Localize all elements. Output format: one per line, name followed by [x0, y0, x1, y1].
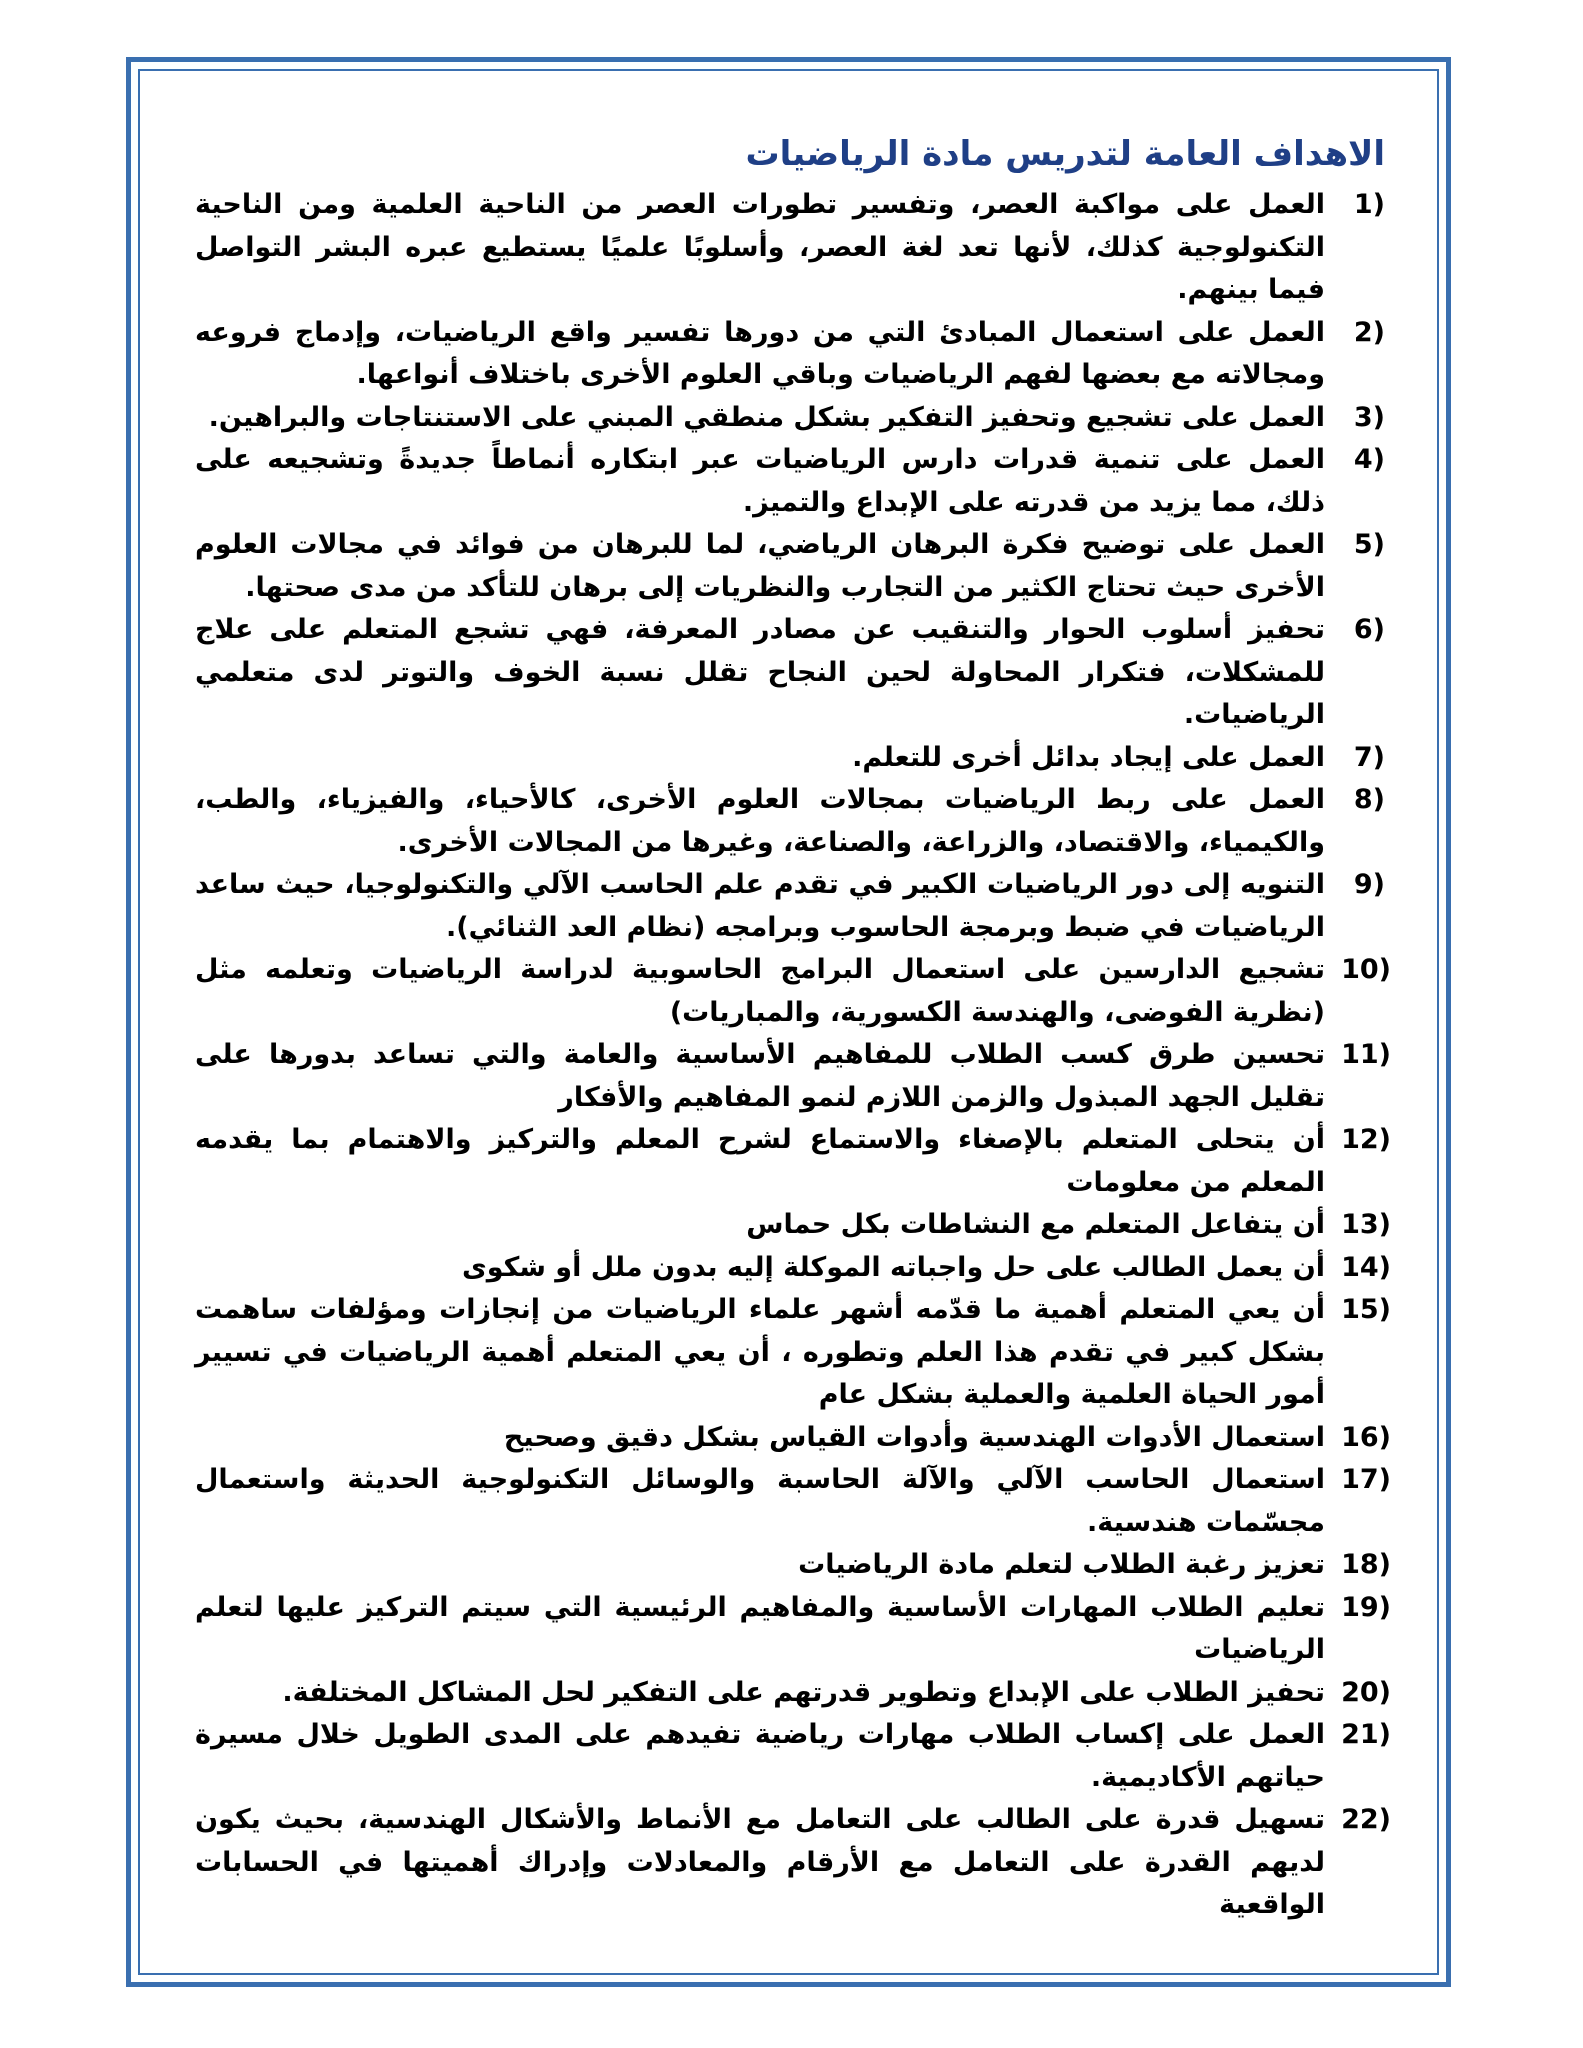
- goal-item: [195, 1799, 1391, 1927]
- goal-number: 9): [1353, 869, 1385, 900]
- goal-item: [195, 1459, 1391, 1544]
- goal-text: أن يعي المتعلم أهمية ما قدّمه أشهر علماء الرياضيات من إنجازات ومؤلفات ساهمت بشكل كبير في تقدم هذا العلم وتطوره ، أن يعي المتعلم أهمية الرياضيات في تسيير أمور الحياة العلمية والعملية بشكل عام: [195, 1294, 1325, 1410]
- goal-text: العمل على مواكبة العصر، وتفسير تطورات العصر من الناحية العلمية ومن الناحية التكنولوجية كذلك، لأنها تعد لغة العصر، وأسلوبًا علميًا يستطيع عبره البشر التواصل فيما بينهم.: [195, 189, 1325, 305]
- goal-number: 5): [1353, 529, 1385, 560]
- goal-item: [195, 397, 1385, 440]
- goal-text: أن يتحلى المتعلم بالإصغاء والاستماع لشرح المعلم والتركيز والاهتمام بما يقدمه المعلم من معلومات: [195, 1124, 1325, 1198]
- goal-item: [195, 1544, 1391, 1587]
- goal-number: 8): [1353, 784, 1385, 815]
- goal-text: استعمال الحاسب الآلي والآلة الحاسبة والوسائل التكنولوجية الحديثة واستعمال مجسّمات هندسية.: [195, 1464, 1325, 1538]
- document-body: [195, 130, 1391, 1927]
- goal-number: 12): [1341, 1124, 1391, 1155]
- goal-text: تحفيز الطلاب على الإبداع وتطوير قدرتهم على التفكير لحل المشاكل المختلفة.: [282, 1676, 1325, 1708]
- goal-number: 6): [1353, 614, 1385, 645]
- goal-number: 16): [1341, 1421, 1391, 1453]
- goal-text: العمل على ربط الرياضيات بمجالات العلوم الأخرى، كالأحياء، والفيزياء، والطب، والكيمياء، والاقتصاد، والزراعة، والصناعة، وغيرها من المجالات الأخرى.: [195, 784, 1325, 858]
- goal-number: 13): [1341, 1209, 1391, 1240]
- goal-text: تشجيع الدارسين على استعمال البرامج الحاسوبية لدراسة الرياضيات وتعلمه مثل (نظرية الفوضى، والهندسة الكسورية، والمباريات): [195, 954, 1325, 1028]
- goal-text: أن يعمل الطالب على حل واجباته الموكلة إليه بدون ملل أو شكوى: [461, 1251, 1325, 1283]
- goal-text: تعليم الطلاب المهارات الأساسية والمفاهيم الرئيسية التي سيتم التركيز عليها لتعلم الرياضيات: [195, 1591, 1325, 1665]
- goal-text: العمل على توضيح فكرة البرهان الرياضي، لما للبرهان من فوائد في مجالات العلوم الأخرى حيث تحتاج الكثير من التجارب والنظريات إلى برهان للتأكد من مدى صحتها.: [195, 529, 1325, 603]
- goal-number: 15): [1341, 1294, 1391, 1325]
- goal-number: 3): [1353, 401, 1385, 433]
- goal-item: [195, 1672, 1391, 1715]
- goal-item: [195, 184, 1385, 312]
- goal-item: [195, 1289, 1391, 1417]
- document-title: الاهداف العامة لتدريس مادة الرياضيات: [745, 134, 1385, 174]
- goal-item: [195, 312, 1385, 397]
- goal-text: العمل على تنمية قدرات دارس الرياضيات عبر ابتكاره أنماطاً جديدةً وتشجيعه على ذلك، مما يزيد من قدرته على الإبداع والتميز.: [195, 444, 1325, 518]
- goals-list: [195, 184, 1391, 1927]
- goal-item: [195, 1417, 1391, 1460]
- goal-text: التنويه إلى دور الرياضيات الكبير في تقدم علم الحاسب الآلي والتكنولوجيا، حيث ساعد الرياضيات في ضبط وبرمجة الحاسوب وبرامجه (نظام العد الثنائي).: [195, 869, 1325, 943]
- goal-number: 19): [1341, 1591, 1391, 1623]
- goal-number: 10): [1341, 954, 1391, 985]
- goal-number: 20): [1341, 1676, 1391, 1708]
- goal-text: تحسين طرق كسب الطلاب للمفاهيم الأساسية والعامة والتي تساعد بدورها على تقليل الجهد المبذول والزمن اللازم لنمو المفاهيم والأفكار: [195, 1039, 1325, 1113]
- goal-item: [195, 439, 1385, 524]
- goal-item: [195, 1119, 1391, 1204]
- goal-item: [195, 1204, 1391, 1247]
- goal-text: تسهيل قدرة على الطالب على التعامل مع الأنماط والأشكال الهندسية، بحيث يكون لديهم القدرة على التعامل مع الأرقام والمعادلات وإدراك أهميتها في الحسابات الواقعية: [195, 1804, 1325, 1920]
- goal-text: العمل على إكساب الطلاب مهارات رياضية تفيدهم على المدى الطويل خلال مسيرة حياتهم الأكاديمية.: [195, 1719, 1325, 1793]
- goal-item: [195, 737, 1385, 780]
- goal-item: [195, 864, 1385, 949]
- goal-item: [195, 1034, 1391, 1119]
- goal-number: 11): [1341, 1039, 1391, 1070]
- goal-text: العمل على تشجيع وتحفيز التفكير بشكل منطقي المبني على الاستنتاجات والبراهين.: [208, 401, 1325, 433]
- goal-number: 21): [1341, 1719, 1391, 1750]
- goal-number: 17): [1341, 1464, 1391, 1495]
- goal-item: [195, 949, 1391, 1034]
- goal-number: 2): [1353, 316, 1385, 348]
- goal-number: 7): [1353, 741, 1385, 773]
- goal-item: [195, 779, 1385, 864]
- goal-text: العمل على استعمال المبادئ التي من دورها تفسير واقع الرياضيات، وإدماج فروعه ومجالاته مع بعضها لفهم الرياضيات وباقي العلوم الأخرى باختلاف أنواعها.: [195, 316, 1325, 390]
- goal-number: 14): [1341, 1251, 1391, 1283]
- goal-item: [195, 1714, 1391, 1799]
- goal-item: [195, 524, 1385, 609]
- goal-item: [195, 1587, 1391, 1672]
- goal-number: 18): [1341, 1549, 1391, 1580]
- goal-number: 22): [1341, 1804, 1391, 1835]
- goal-number: 1): [1353, 189, 1385, 220]
- goal-item: [195, 609, 1385, 737]
- goal-text: العمل على إيجاد بدائل أخرى للتعلم.: [852, 741, 1325, 773]
- goal-number: 4): [1353, 444, 1385, 475]
- goal-text: تعزيز رغبة الطلاب لتعلم مادة الرياضيات: [798, 1549, 1325, 1580]
- goal-text: استعمال الأدوات الهندسية وأدوات القياس بشكل دقيق وصحيح: [503, 1421, 1325, 1453]
- goal-item: [195, 1247, 1391, 1290]
- goal-text: أن يتفاعل المتعلم مع النشاطات بكل حماس: [746, 1209, 1325, 1240]
- goal-text: تحفيز أسلوب الحوار والتنقيب عن مصادر المعرفة، فهي تشجع المتعلم على علاج للمشكلات، فتكرار المحاولة لحين النجاح تقلل نسبة الخوف والتوتر لدى متعلمي الرياضيات.: [195, 614, 1325, 730]
